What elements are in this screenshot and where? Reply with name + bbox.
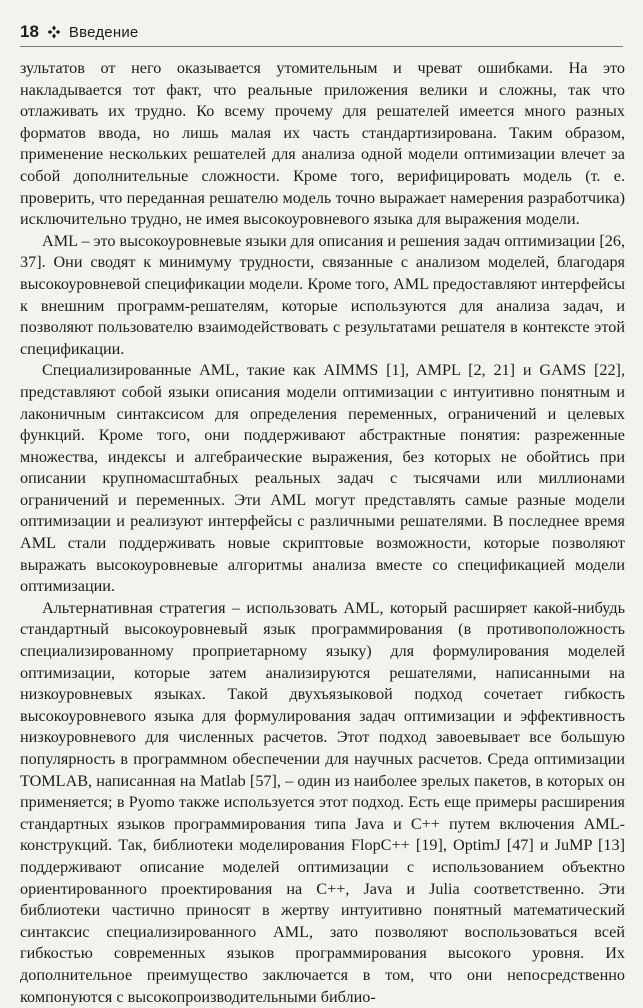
page-number: 18	[20, 22, 39, 41]
diamond-cluster-icon	[47, 25, 61, 39]
paragraph-alternative-strategy: Альтернативная стратегия – использовать AML, который расширяет какой-нибудь стандартный высокоуровневый язык программирования (в противоположность специализированному проприетарному языку) для формулирования моделей оптимизации, которые затем анализируются решателями, написанными на низкоуровневых языках. Такой двухъязыковой подход сочетает гибкость высокоуровневого языка для формулирования задач оптимизации и эффективность низкоуровневого для численных расчетов. Этот подход завоевывает все большую популярность в программном обеспечении для научных расчетов. Среда оптимизации TOMLAB, написанная на Matlab [57], – один из наиболее зрелых пакетов, в которых он применяется; в Pyomo также используется этот подход. Есть еще примеры расширения стандартных языков программирования типа Java и C++ путем включения AML-конструкций. Так, библиотеки моделирования FlopC++ [19], OptimJ [47] и JuMP [13] поддерживают описание моделей оптимизации с использованием объектно ориентированного проектирования на C++, Java и Julia соответственно. Эти библиотеки частично приносят в жертву интуитивно понятный математический синтаксис специализированного AML, зато позволяют воспользоваться всей гибкостью современных языков программирования высокого уровня. Их дополнительное преимущество заключается в том, что они непосредственно компонуются с высокопроизводительными библио-	[20, 598, 625, 1006]
section-title: Введение	[68, 23, 139, 41]
paragraph-specialized-aml: Специализированные AML, такие как AIMMS [1], AMPL [2, 21] и GAMS [22], представляют собой языки описания модели оптимизации с интуитивно понятным и лаконичным синтаксисом для определения переменных, ограничений и целевых функций. Кроме того, они поддерживают абстрактные понятия: разреженные множества, индексы и алгебраические выражения, без которых не обойтись при описании крупномасштабных реальных задач с тысячами или миллионами ограничений и переменных. Эти AML могут представлять самые разные модели оптимизации и реализуют интерфейсы с различными решателями. В последнее время AML стали поддерживать новые скриптовые возможности, которые позволяют выражать высокоуровневые алгоритмы анализа вместе со спецификацией модели оптимизации.	[20, 361, 625, 596]
running-header	[20, 18, 623, 47]
body-text	[20, 58, 625, 1008]
paragraph-aml-definition: AML – это высокоуровневые языки для описания и решения задач оптимизации [26, 37]. Они сводят к минимуму трудности, связанные с анализом моделей, благодаря высокоуровневой спецификации модели. Кроме того, AML предоставляют интерфейсы к внешним программ-решателям, которые используются для анализа задач, и позволяют пользователю взаимодействовать с результатами решателя в контексте этой спецификации.	[20, 231, 625, 358]
paragraph-continued: зультатов от него оказывается утомительным и чреват ошибками. На это накладывается тот факт, что реальные приложения велики и сложны, так что отлаживать их трудно. Ко всему прочему для решателей имеется много разных форматов ввода, но лишь малая их часть стандартизирована. Таким образом, применение нескольких решателей для анализа одной модели оптимизации влечет за собой дополнительные сложности. Кроме того, верифицировать модель (т. е. проверить, что переданная решателю модель точно выражает намерения разработчика) исключительно трудно, не имея высокоуровневого языка для выражения модели.	[20, 59, 625, 229]
